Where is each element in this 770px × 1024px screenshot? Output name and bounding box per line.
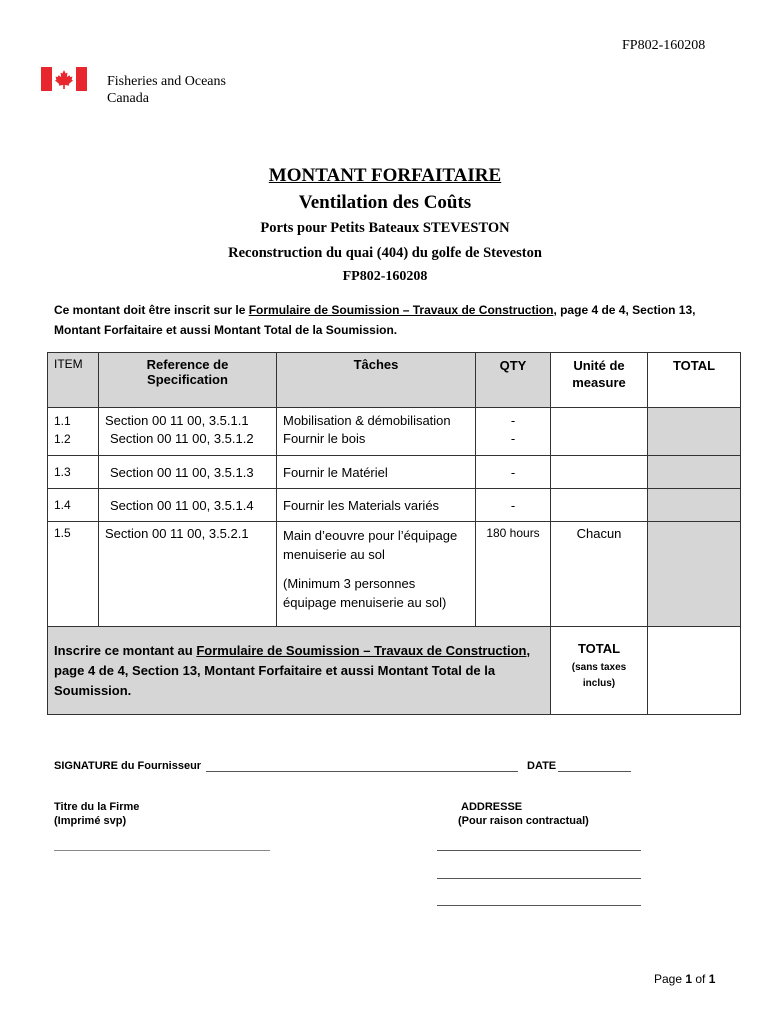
date-label: DATE xyxy=(527,760,557,772)
address-block xyxy=(458,800,589,828)
address-line-2[interactable] xyxy=(437,878,641,879)
total-instruction-before: Inscrire ce montant au xyxy=(54,643,197,658)
total-form-name: Formulaire de Soumission – Travaux de Construction xyxy=(196,643,527,658)
item-number: 1.3 xyxy=(48,456,99,489)
firm-title-note: (Imprimé svp) xyxy=(54,815,127,827)
total-sublabel: (sans taxes inclus) xyxy=(571,662,627,689)
header-total: TOTAL xyxy=(648,353,741,408)
item-cell xyxy=(48,408,99,456)
page-footer xyxy=(654,972,715,986)
of-word: of xyxy=(692,972,709,986)
total-instruction xyxy=(48,627,551,715)
address-note: (Pour raison contractual) xyxy=(458,815,589,827)
task-text: Fournir le bois xyxy=(283,431,366,446)
qty-value: - xyxy=(510,431,516,446)
subtitle: Ventilation des Coûts xyxy=(298,192,472,213)
unit-cell xyxy=(551,456,648,489)
reference-text: Section 00 11 00, 3.5.2.1 xyxy=(99,522,277,627)
task-text: Main d’eouvre pour l’équipage menuiserie au sol xyxy=(283,528,458,562)
project-number: FP802-160208 xyxy=(342,269,428,284)
reference-cell xyxy=(99,408,277,456)
date-line[interactable] xyxy=(558,771,631,772)
address-line-3[interactable] xyxy=(437,905,641,906)
total-instruction-after: , page 4 de 4, Section 13, Montant Forfaitaire et aussi Montant Total de la Soumission. xyxy=(54,643,531,698)
work-title: Reconstruction du quai (404) du golfe de Steveston xyxy=(228,245,542,261)
total-label-cell xyxy=(551,627,648,715)
agency-line2: Canada xyxy=(107,91,149,106)
grand-total-field[interactable] xyxy=(648,627,741,715)
reference-text: Section 00 11 00, 3.5.1.2 xyxy=(110,431,254,446)
firm-title-label: Titre du la Firme xyxy=(54,801,140,813)
task-text: Mobilisation & démobilisation xyxy=(283,413,451,428)
cost-breakdown-table xyxy=(47,352,741,715)
agency-name xyxy=(107,73,226,107)
qty-value: - xyxy=(476,489,551,522)
page-total: 1 xyxy=(708,972,716,986)
table-row xyxy=(48,408,741,456)
supplier-signature-label: SIGNATURE du Fournisseur xyxy=(54,760,202,772)
intro-after: , page 4 de 4, Section 13, Montant Forfaitaire et aussi Montant Total de la Soumission. xyxy=(54,303,696,337)
total-row xyxy=(48,627,741,715)
task-cell xyxy=(277,408,476,456)
header-qty: QTY xyxy=(476,353,551,408)
header-tasks: Tâches xyxy=(277,353,476,408)
total-cell xyxy=(648,489,741,522)
table-header-row xyxy=(48,353,741,408)
item-number: 1.2 xyxy=(54,432,71,446)
intro-before: Ce montant doit être inscrit sur le xyxy=(54,303,249,317)
total-cell xyxy=(648,522,741,627)
qty-cell xyxy=(476,408,551,456)
header-reference: Reference de Specification xyxy=(99,353,277,408)
task-text: Fournir les Materials variés xyxy=(277,489,476,522)
intro-form-name: Formulaire de Soumission – Travaux de Construction xyxy=(248,303,554,317)
reference-text: Section 00 11 00, 3.5.1.3 xyxy=(99,456,277,489)
qty-value: 180 hours xyxy=(476,522,551,627)
table-row xyxy=(48,456,741,489)
header-unit: Unité de measure xyxy=(551,353,648,408)
address-label: ADDRESSE xyxy=(461,801,523,813)
qty-value: - xyxy=(476,456,551,489)
project-title: Ports pour Petits Bateaux STEVESTON xyxy=(260,220,510,236)
task-cell xyxy=(277,522,476,627)
qty-value: - xyxy=(510,413,516,428)
unit-value: Chacun xyxy=(551,522,648,627)
item-number: 1.4 xyxy=(48,489,99,522)
firm-title-block xyxy=(54,800,139,828)
table-row xyxy=(48,489,741,522)
reference-text: Section 00 11 00, 3.5.1.1 xyxy=(105,413,249,428)
task-text: Fournir le Matériel xyxy=(277,456,476,489)
page-word: Page xyxy=(654,972,686,986)
canada-flag-icon xyxy=(41,67,87,91)
unit-cell xyxy=(551,489,648,522)
supplier-signature-line[interactable] xyxy=(206,771,518,772)
address-line-1[interactable] xyxy=(437,850,641,851)
reference-text: Section 00 11 00, 3.5.1.4 xyxy=(99,489,277,522)
document-number: FP802-160208 xyxy=(622,38,706,53)
item-number: 1.1 xyxy=(54,414,71,428)
total-cell xyxy=(648,408,741,456)
header-item: ITEM xyxy=(48,353,99,408)
agency-line1: Fisheries and Oceans xyxy=(107,74,226,89)
main-title: MONTANT FORFAITAIRE xyxy=(268,165,502,186)
page-number: 1 xyxy=(685,972,693,986)
item-number: 1.5 xyxy=(48,522,99,627)
task-note: (Minimum 3 personnes équipage menuiserie au sol) xyxy=(283,576,447,610)
unit-cell xyxy=(551,408,648,456)
total-cell xyxy=(648,456,741,489)
total-label: TOTAL xyxy=(577,641,621,656)
firm-title-line[interactable] xyxy=(54,850,270,851)
intro-paragraph xyxy=(54,300,714,340)
table-row xyxy=(48,522,741,627)
